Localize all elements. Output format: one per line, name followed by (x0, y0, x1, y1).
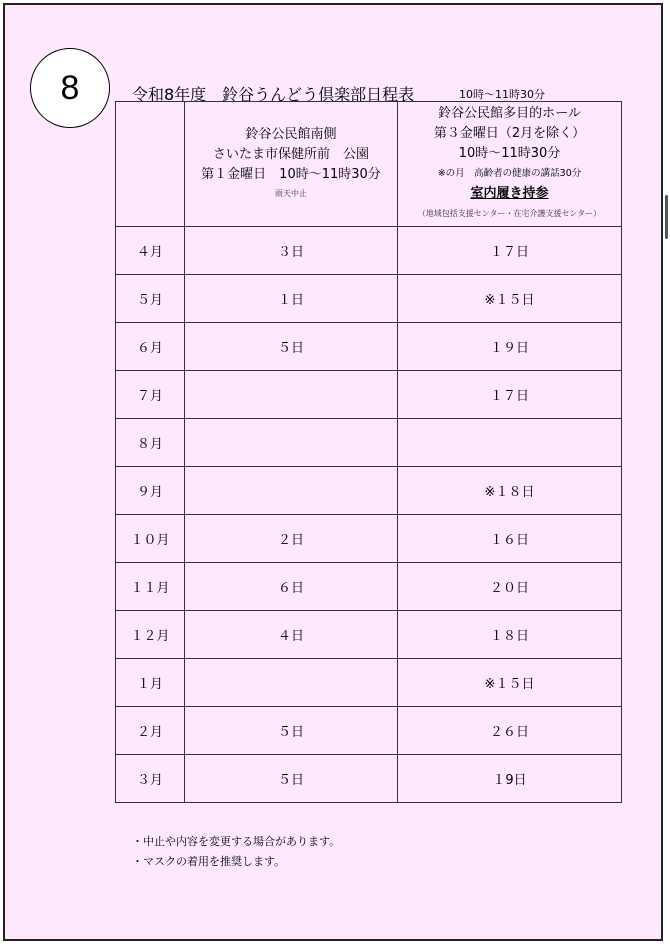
park-location: 鈴谷公民館南側 (245, 127, 337, 142)
table-row (116, 755, 622, 803)
park-date-cell: ５日 (185, 707, 398, 755)
park-location-detail: さいたま市保健所前 公園 (212, 147, 369, 162)
month-cell: ８月 (116, 419, 185, 467)
page-title: 令和8年度 鈴谷うんどう倶楽部日程表 (132, 85, 415, 104)
header-month-cell (116, 102, 185, 227)
table-row (116, 707, 622, 755)
hall-date-cell: ※１８日 (398, 467, 622, 515)
park-date-cell (185, 467, 398, 515)
hall-date-cell (398, 419, 622, 467)
month-cell: １０月 (116, 515, 185, 563)
park-schedule: 第１金曜日 10時～11時30分 (201, 167, 381, 182)
table-row (116, 563, 622, 611)
hall-organizer: （地域包括支援センター・在宅介護支援センター） (417, 209, 602, 218)
hall-date-cell: １７日 (398, 371, 622, 419)
month-cell: ２月 (116, 707, 185, 755)
table-row (116, 323, 622, 371)
park-rain-note: 雨天中止 (275, 189, 307, 198)
hall-date-cell: ※１５日 (398, 659, 622, 707)
table-row (116, 275, 622, 323)
hall-location: 鈴谷公民館多目的ホール (438, 106, 581, 121)
park-date-cell (185, 371, 398, 419)
hall-date-cell: １８日 (398, 611, 622, 659)
park-date-cell (185, 659, 398, 707)
month-cell: ４月 (116, 227, 185, 275)
park-date-cell: ４日 (185, 611, 398, 659)
park-date-cell (185, 419, 398, 467)
schedule-table (115, 101, 622, 803)
month-cell: ５月 (116, 275, 185, 323)
month-cell: １月 (116, 659, 185, 707)
hall-date-cell: ２６日 (398, 707, 622, 755)
title-hours: 10時～11時30分 (459, 88, 545, 101)
month-cell: １１月 (116, 563, 185, 611)
header-hall-cell (398, 102, 622, 227)
hall-date-cell: ※１５日 (398, 275, 622, 323)
hall-hours: 10時～11時30分 (458, 146, 561, 161)
park-date-cell: ５日 (185, 323, 398, 371)
scrollbar[interactable] (665, 195, 668, 239)
footer-notes (132, 832, 340, 872)
table-row (116, 371, 622, 419)
hall-date-cell: １６日 (398, 515, 622, 563)
table-row (116, 611, 622, 659)
month-cell: ６月 (116, 323, 185, 371)
table-row (116, 659, 622, 707)
park-date-cell: ６日 (185, 563, 398, 611)
month-cell: １２月 (116, 611, 185, 659)
note-item: ・マスクの着用を推奨します。 (132, 855, 286, 868)
park-date-cell: ２日 (185, 515, 398, 563)
hall-schedule: 第３金曜日（2月を除く） (433, 126, 586, 141)
month-cell: ７月 (116, 371, 185, 419)
table-row (116, 227, 622, 275)
page-number-badge: 8 (30, 48, 110, 128)
month-cell: ３月 (116, 755, 185, 803)
hall-date-cell: １９日 (398, 323, 622, 371)
hall-date-cell: １７日 (398, 227, 622, 275)
hall-date-cell: １9日 (398, 755, 622, 803)
park-date-cell: ５日 (185, 755, 398, 803)
header-park-cell (185, 102, 398, 227)
table-row (116, 515, 622, 563)
park-date-cell: ３日 (185, 227, 398, 275)
hall-shoes-note: 室内履き持参 (470, 186, 549, 201)
table-header-row (116, 102, 622, 227)
hall-lecture-note: ※の月 高齢者の健康の講話30分 (437, 168, 582, 179)
month-cell: ９月 (116, 467, 185, 515)
hall-date-cell: ２０日 (398, 563, 622, 611)
park-date-cell: １日 (185, 275, 398, 323)
note-item: ・中止や内容を変更する場合があります。 (132, 835, 341, 848)
table-row (116, 467, 622, 515)
table-row (116, 419, 622, 467)
